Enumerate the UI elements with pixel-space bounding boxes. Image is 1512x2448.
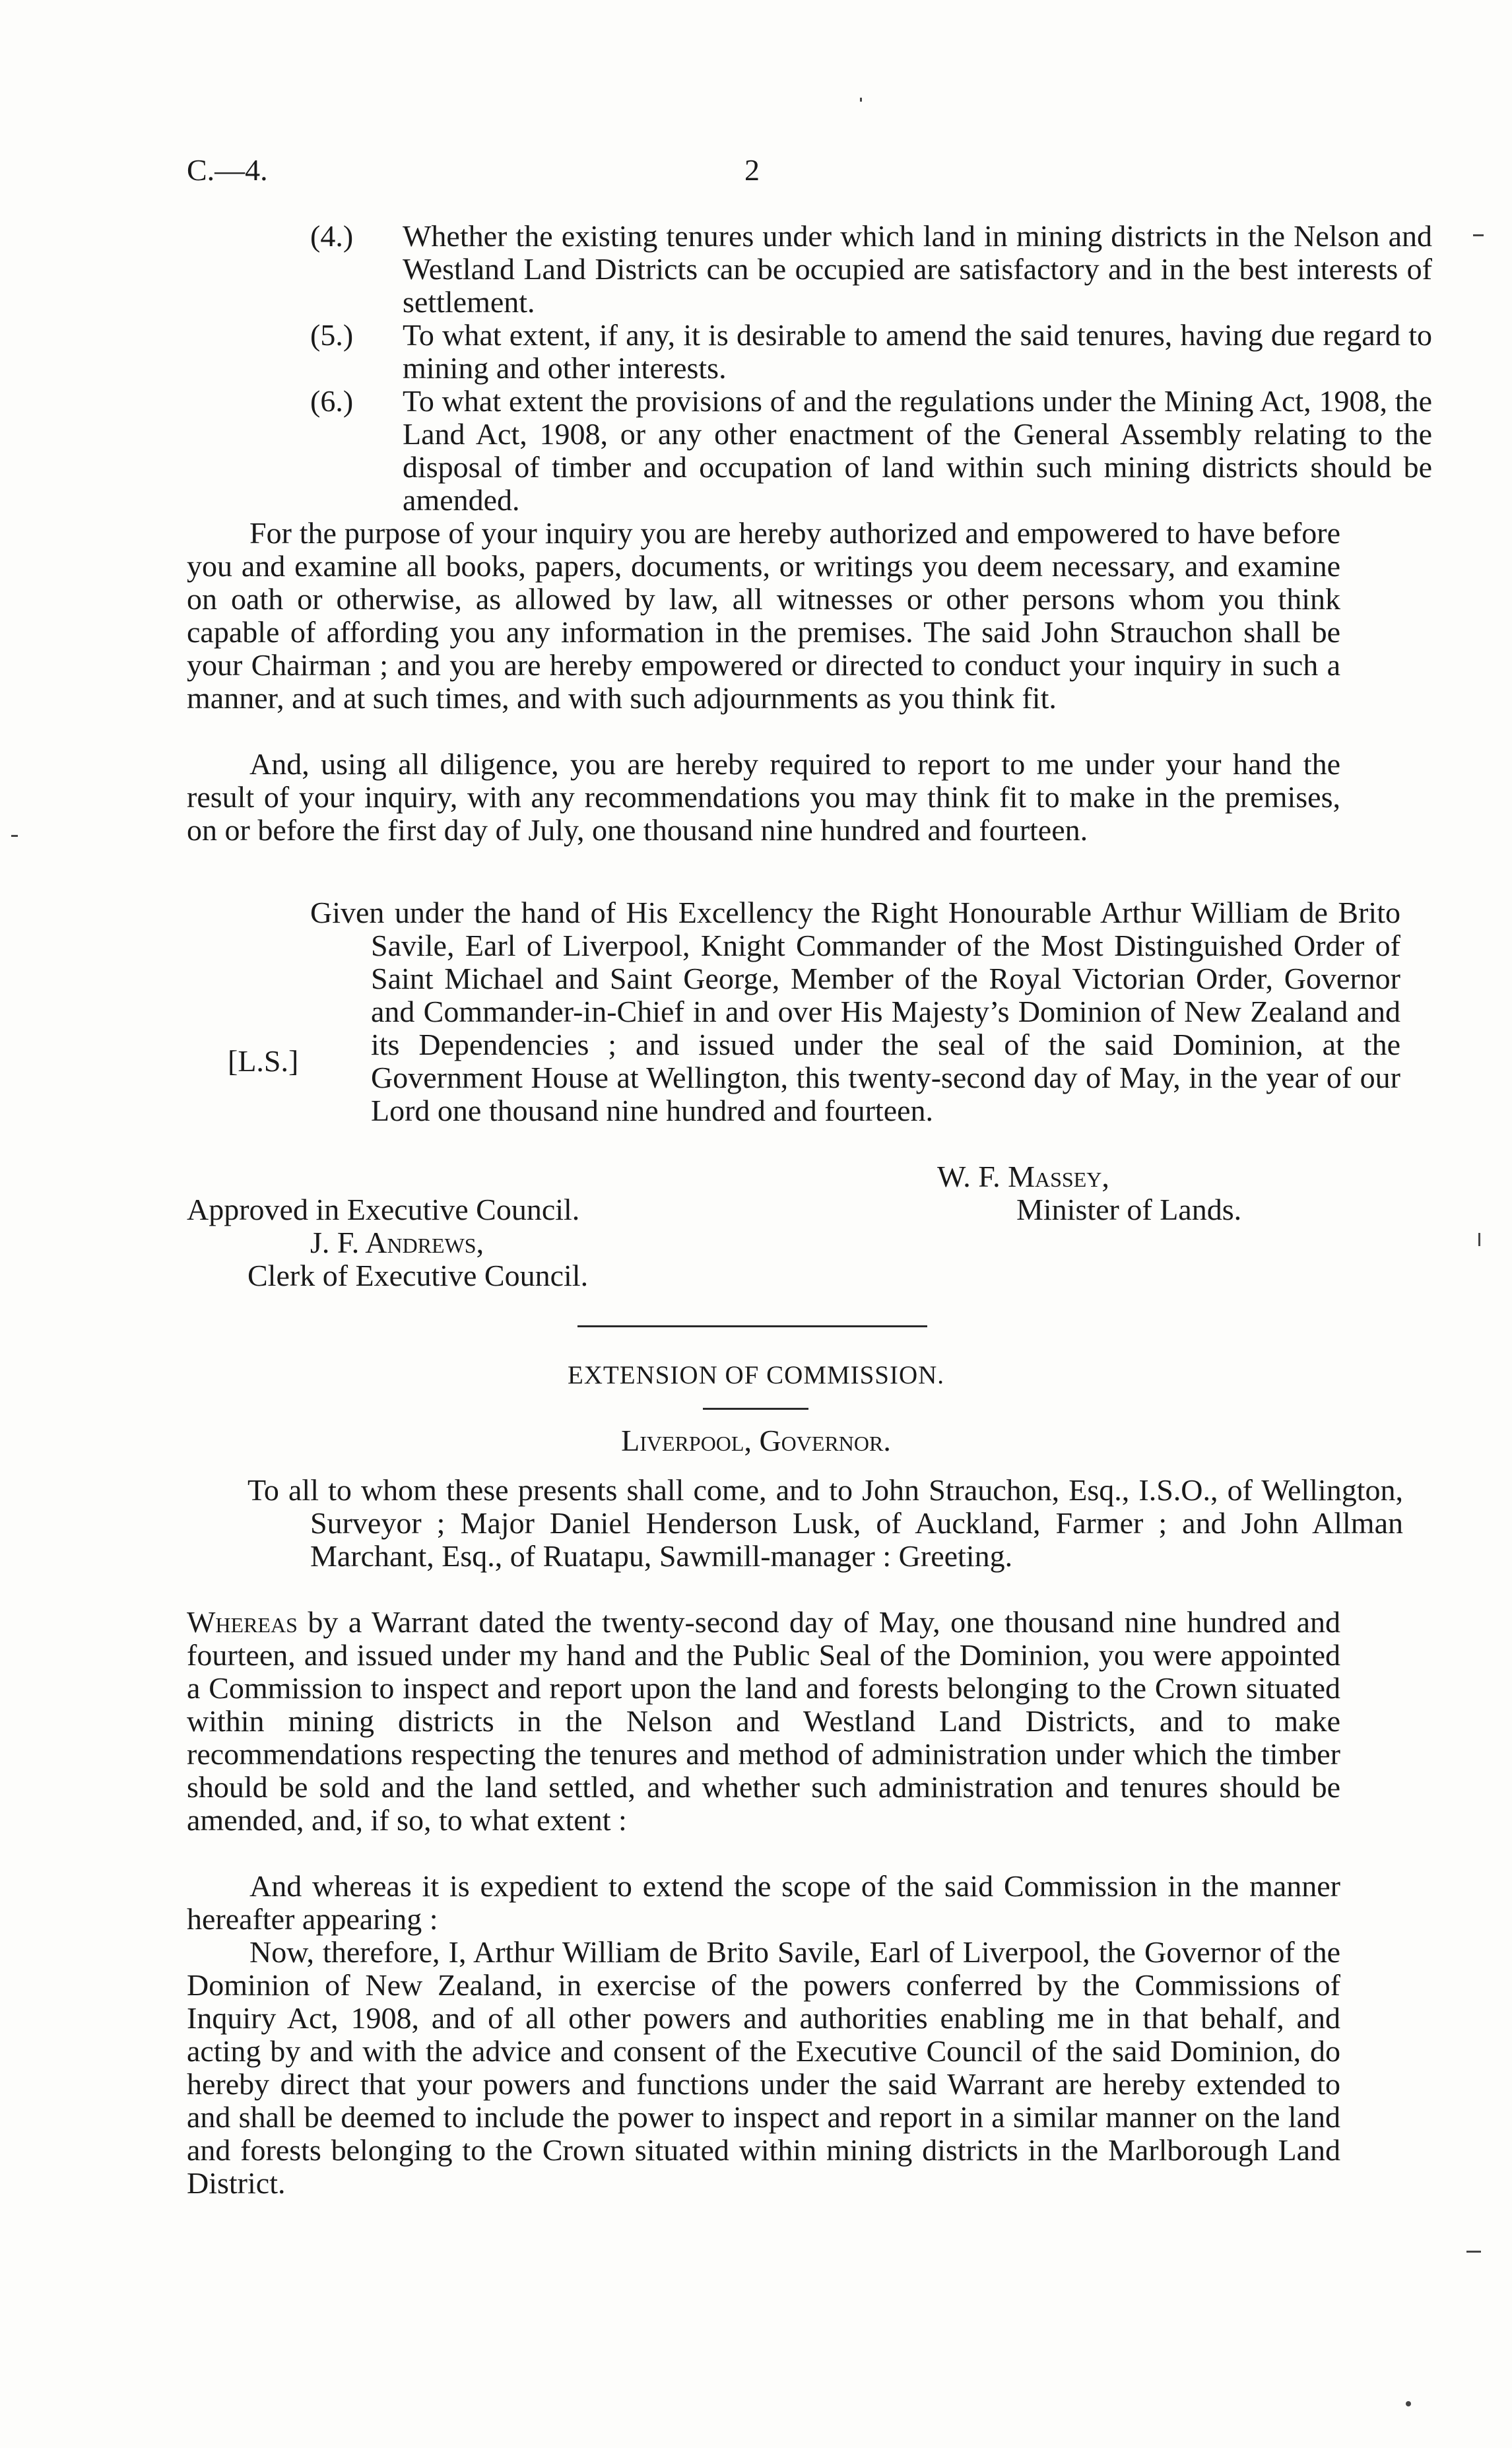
approved-line: Approved in Executive Council. xyxy=(187,1193,580,1226)
clerk-name: J. F. Andrews, xyxy=(310,1226,484,1259)
seal-mark: [L.S.] xyxy=(228,1044,299,1078)
minister-title: Minister of Lands. xyxy=(1016,1193,1242,1226)
whereas-lead: Whereas xyxy=(187,1605,298,1639)
whereas-text: by a Warrant dated the twenty-second day of May, one thousand nine hundred and fourteen, and issued under my hand and the Public Seal of the Dominion, you were appointed a Commission to inspect and report upon the land and forests belonging to the Crown situated within mining districts in the Nelson and Westland Land Districts, and to make recommendations respecting the tenures and method of administration under which the timber should be sold and the land settled, and whether such administration and tenures should be amended, and, if so, to what extent : xyxy=(187,1605,1340,1837)
whereas-paragraph xyxy=(187,1606,1340,1837)
page-number: 2 xyxy=(744,153,760,187)
scan-mark xyxy=(1478,1233,1480,1246)
question-text: To what extent, if any, it is desirable to amend the said tenures, having due regard to mining and other interests. xyxy=(403,318,1432,385)
minister-name: W. F. Massey, xyxy=(937,1160,1109,1193)
body-paragraph: And, using all diligence, you are hereby required to report to me under your hand the result of your inquiry, with any recommendations you may think fit to make in the premises, on or before the first day of July, one thousand nine hundred and fourteen. xyxy=(187,747,1340,847)
scan-mark xyxy=(11,835,18,837)
section-title: EXTENSION OF COMMISSION. xyxy=(567,1361,945,1389)
body-paragraph: For the purpose of your inquiry you are hereby authorized and empowered to have before you and examine all books, papers, documents, or writings you deem necessary, and examine on oath or otherwise, as allowed by law, all witnesses or other persons whom you think capable of affording you any information in the premises. The said John Strauchon shall be your Chairman ; and you are hereby empowered or directed to conduct your inquiry in such a manner, and at such times, and with such adjournments as you think fit. xyxy=(187,516,1340,715)
question-number: (6.) xyxy=(310,384,354,418)
question-text: Whether the existing tenures under which land in mining districts in the Nelson and Westland Land Districts can be occupied are satisfactory and in the best interests of settlement. xyxy=(403,219,1432,319)
scan-mark xyxy=(1406,2401,1411,2406)
document-reference: C.—4. xyxy=(187,153,268,187)
question-number: (4.) xyxy=(310,219,354,253)
governor-line: Liverpool, Governor. xyxy=(621,1424,891,1457)
question-item xyxy=(310,319,1432,385)
scan-mark xyxy=(1466,2251,1481,2253)
question-item xyxy=(310,385,1432,517)
section-divider xyxy=(577,1325,927,1327)
question-text: To what extent the provisions of and the regulations under the Mining Act, 1908, the Land Act, 1908, or any other enactment of the General Assembly relating to the disposal of timber and occupation of land within such mining districts should be amended. xyxy=(403,384,1432,517)
now-therefore-paragraph: Now, therefore, I, Arthur William de Brito Savile, Earl of Liverpool, the Governor of the Dominion of New Zealand, in exercise of the powers conferred by the Commissions of Inquiry Act, 1908, and of all other powers and authorities enabling me in that behalf, and acting by and with the advice and consent of the Executive Council of the said Dominion, do hereby direct that your powers and functions under the said Warrant are hereby extended to and shall be deemed to include the power to inspect and report in a similar manner on the land and forests belonging to the Crown situated within mining districts in the Marlborough Land District. xyxy=(187,1935,1340,2200)
and-whereas-paragraph: And whereas it is expedient to extend the scope of the said Commission in the manner hereafter appearing : xyxy=(187,1869,1340,1936)
clerk-title: Clerk of Executive Council. xyxy=(247,1259,589,1292)
question-number: (5.) xyxy=(310,318,354,352)
scan-mark xyxy=(860,98,862,102)
address-paragraph: To all to whom these presents shall come, and to John Strauchon, Esq., I.S.O., of Wellington, Surveyor ; Major Daniel Henderson Lusk, of Auckland, Farmer ; and John Allman Marchant, Esq., of Ruatapu, Sawmill-manager : Greeting. xyxy=(247,1473,1403,1573)
given-clause: Given under the hand of His Excellency the Right Honourable Arthur William de Brito Savile, Earl of Liverpool, Knight Commander of the Most Distinguished Order of Saint Michael and Saint George, Member of the Royal Victorian Order, Governor and Commander-in-Chief in and over His Majesty’s Dominion of New Zealand and its Dependencies ; and issued under the seal of the said Dominion, at the Government House at Wellington, this twenty-second day of May, in the year of our Lord one thousand nine hundred and fourteen. xyxy=(310,896,1400,1127)
scan-mark xyxy=(1473,234,1484,236)
title-underline xyxy=(703,1408,808,1410)
question-item xyxy=(310,220,1432,319)
